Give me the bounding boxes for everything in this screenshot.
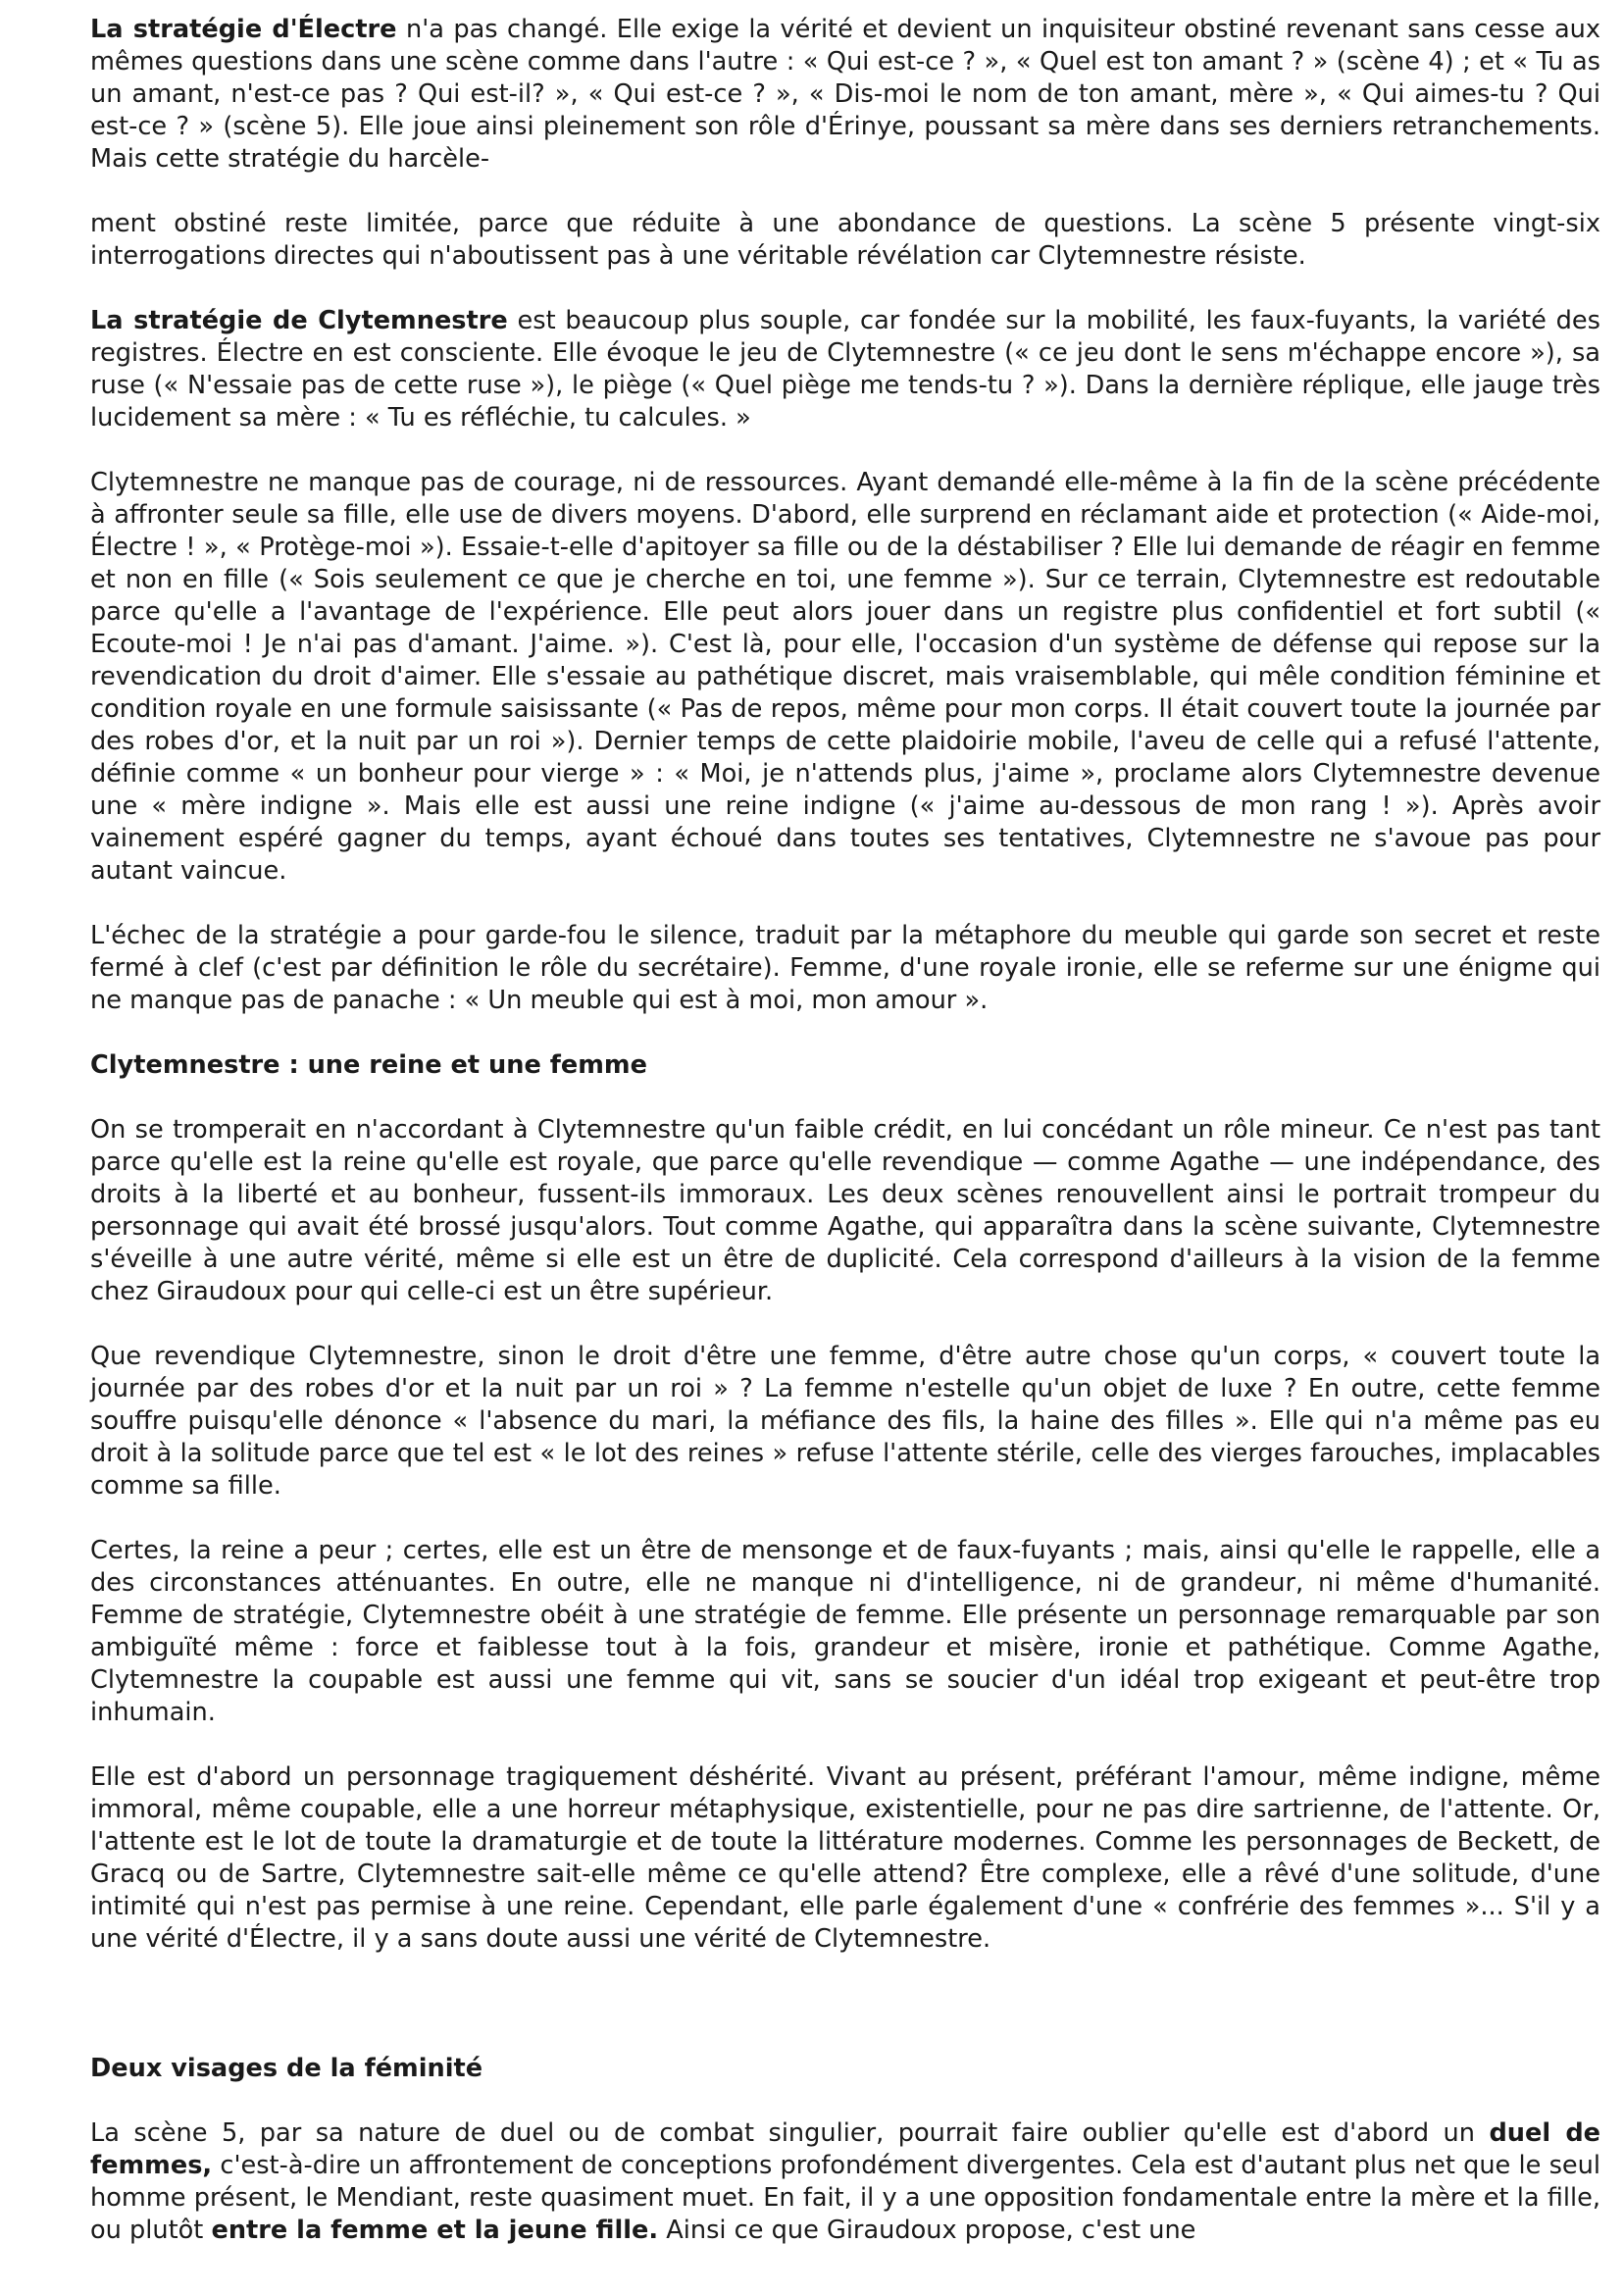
- paragraph-text: n'a pas changé. Elle exige la vérité et devient un inquisiteur obstiné revenant sans cesse aux mêmes questions dans une scène comme dans l'autre : « Qui est-ce ? », « Quel est ton amant ? » (scène 4) ; et « Tu as un amant, n'est-ce pas ? Qui est-il? », « Qui est-ce ? », « Dis-moi le nom de ton amant, mère », « Qui aimes-tu ? Qui est-ce ? » (scène 5). Elle joue ainsi pleinement son rôle d'Érinye, poussant sa mère dans ses derniers retranchements. Mais cette stratégie du harcèle-: [90, 15, 1600, 174]
- document-page: [90, 14, 1600, 2247]
- paragraph-courage: Clytemnestre ne manque pas de courage, ni de ressources. Ayant demandé elle-même à la fin de la scène précédente à affronter seule sa fille, elle use de divers moyens. D'abord, elle surprend en réclamant aide et protection (« Aide-moi, Électre ! », « Protège-moi »). Essaie-t-elle d'apitoyer sa fille ou de la déstabiliser ? Elle lui demande de réagir en femme et non en fille (« Sois seulement ce que je cherche en toi, une femme »). Sur ce terrain, Clytemnestre est redoutable parce qu'elle a l'avantage de l'expérience. Elle peut alors jouer dans un registre plus confidentiel et fort subtil (« Ecoute-moi ! Je n'ai pas d'amant. J'aime. »). C'est là, pour elle, l'occasion d'un système de défense qui repose sur la revendication du droit d'aimer. Elle s'essaie au pathétique discret, mais vraisemblable, qui mêle condition féminine et condition royale en une formule saisissante (« Pas de repos, même pour mon corps. Il était couvert toute la journée par des robes d'or, et la nuit par un roi »). Dernier temps de cette plaidoirie mobile, l'aveu de celle qui a refusé l'attente, définie comme « un bonheur pour vierge » : « Moi, je n'attends plus, j'aime », proclame alors Clytemnestre devenue une « mère indigne ». Mais elle est aussi une reine indigne (« j'aime au-dessous de mon rang ! »). Après avoir vainement espéré gagner du temps, ayant échoué dans toutes ses tentatives, Clytemnestre ne s'avoue pas pour autant vaincue.: [90, 468, 1600, 886]
- section-heading-feminite: Deux visages de la féminité: [90, 2054, 483, 2083]
- paragraph-text: Ainsi ce que Giraudoux propose, c'est une: [658, 2216, 1196, 2245]
- section-heading-reine-femme: Clytemnestre : une reine et une femme: [90, 1050, 647, 1080]
- paragraph-text: La scène 5, par sa nature de duel ou de combat singulier, pourrait faire oublier qu'elle est d'abord un: [90, 2118, 1490, 2148]
- paragraph-duel: [90, 2117, 1600, 2247]
- paragraph-electre-strategy: [90, 14, 1600, 176]
- paragraph-lead: La stratégie de Clytemnestre: [90, 306, 508, 335]
- paragraph-revendique: Que revendique Clytemnestre, sinon le droit d'être une femme, d'être autre chose qu'un corps, « couvert toute la journée par des robes d'or et la nuit par un roi » ? La femme n'estelle qu'un objet de luxe ? En outre, cette femme souffre puisqu'elle dénonce « l'absence du mari, la méfiance des fils, la haine des filles ». Elle qui n'a même pas eu droit à la solitude parce que tel est « le lot des reines » refuse l'attente stérile, celle des vierges farouches, implacables comme sa fille.: [90, 1342, 1600, 1501]
- paragraph-silence: L'échec de la stratégie a pour garde-fou le silence, traduit par la métaphore du meuble qui garde son secret et reste fermé à clef (c'est par définition le rôle du secrétaire). Femme, d'une royale ironie, elle se referme sur une énigme qui ne manque pas de panache : « Un meuble qui est à moi, mon amour ».: [90, 921, 1600, 1015]
- paragraph-desherite: Elle est d'abord un personnage tragiquement déshérité. Vivant au présent, préférant l'amour, même indigne, même immoral, même coupable, elle a une horreur métaphysique, existentielle, pour ne pas dire sartrienne, de l'attente. Or, l'attente est le lot de toute la dramaturgie et de toute la littérature modernes. Comme les personnages de Beckett, de Gracq ou de Sartre, Clytemnestre sait-elle même ce qu'elle attend? Être complexe, elle a rêvé d'une solitude, d'une intimité qui n'est pas permise à une reine. Cependant, elle parle également d'une « confrérie des femmes »... S'il y a une vérité d'Électre, il y a sans doute aussi une vérité de Clytemnestre.: [90, 1762, 1600, 1954]
- bold-phrase: duel de femmes,: [90, 2118, 1601, 2180]
- paragraph-text: c'est-à-dire un affrontement de conceptions profondément divergentes. Cela est d'autant plus net que le seul homme présent, le Mendiant, reste quasiment muet. En fait, il y a une opposition fondamentale entre la mère et la fille, ou plutôt: [90, 2151, 1600, 2245]
- blank-space: [90, 1988, 1600, 2053]
- paragraph-certes: Certes, la reine a peur ; certes, elle est un être de mensonge et de faux-fuyants ; mais, ainsi qu'elle le rappelle, elle a des circonstances atténuantes. En outre, elle ne manque ni d'intelligence, ni de grandeur, ni même d'humanité. Femme de stratégie, Clytemnestre obéit à une stratégie de femme. Elle présente un personnage remarquable par son ambiguïté même : force et faiblesse tout à la fois, grandeur et misère, ironie et pathétique. Comme Agathe, Clytemnestre la coupable est aussi une femme qui vit, sans se soucier d'un idéal trop exigeant et peut-être trop inhumain.: [90, 1536, 1600, 1727]
- paragraph-text: est beaucoup plus souple, car fondée sur la mobilité, les faux-fuyants, la variété des registres. Électre en est consciente. Elle évoque le jeu de Clytemnestre (« ce jeu dont le sens m'échappe encore »), sa ruse (« N'essaie pas de cette ruse »), le piège (« Quel piège me tends-tu ? »). Dans la dernière réplique, elle jauge très lucidement sa mère : « Tu es réfléchie, tu calcules. »: [90, 306, 1600, 433]
- paragraph-credit: On se tromperait en n'accordant à Clytemnestre qu'un faible crédit, en lui concédant un rôle mineur. Ce n'est pas tant parce qu'elle est la reine qu'elle est royale, que parce qu'elle revendique — comme Agathe — une indépendance, des droits à la liberté et au bonheur, fussent-ils immoraux. Les deux scènes renouvellent ainsi le portrait trompeur du personnage qui avait été brossé jusqu'alors. Tout comme Agathe, qui apparaîtra dans la scène suivante, Clytemnestre s'éveille à une autre vérité, même si elle est un être de duplicité. Cela correspond d'ailleurs à la vision de la femme chez Giraudoux pour qui celle-ci est un être supérieur.: [90, 1115, 1600, 1306]
- paragraph-lead: La stratégie d'Électre: [90, 15, 397, 44]
- bold-phrase: entre la femme et la jeune fille.: [211, 2216, 659, 2245]
- paragraph-clytemnestre-strategy: [90, 305, 1600, 434]
- paragraph-continuation: ment obstiné reste limitée, parce que réduite à une abondance de questions. La scène 5 présente vingt-six interrogations directes qui n'aboutissent pas à une véritable révélation car Clytemnestre résiste.: [90, 209, 1600, 271]
